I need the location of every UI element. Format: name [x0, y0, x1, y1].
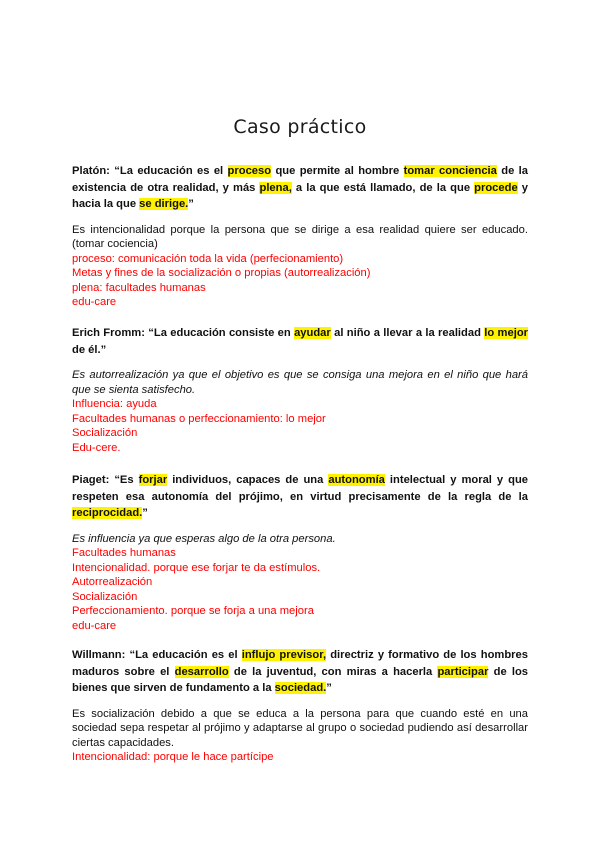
highlight: desarrollo: [174, 665, 229, 678]
explanation-text: Es influencia ya que esperas algo de la otra persona.: [72, 532, 336, 545]
quote-author: Platón:: [72, 165, 110, 177]
note-item: Socialización: [72, 427, 138, 440]
note-item: proceso: comunicación toda la vida (perfecionamiento): [72, 252, 344, 265]
quote-willmann: Willmann: “La educación es el influjo previsor, directriz y formativo de los hombres maduros sobre el desarrollo de la juventud, con miras a hacerla participar de los bienes que sirven de fundamento a la sociedad.”: [72, 649, 529, 694]
note-item: Edu-cere.: [72, 441, 121, 454]
note-item: Perfeccionamiento. porque se forja a una mejora: [72, 605, 314, 618]
note-item: Intencionalidad: porque le hace partícipe: [72, 751, 274, 764]
note-item: Facultades humanas o perfeccionamiento: lo mejor: [72, 412, 326, 425]
highlight: procede: [474, 181, 518, 194]
highlight: proceso: [227, 165, 272, 177]
section-fromm: [72, 325, 528, 456]
highlight: lo mejor: [484, 327, 529, 339]
section-platon: [72, 163, 528, 310]
note-item: Intencionalidad. porque ese forjar te da estímulos.: [72, 561, 321, 574]
quote-author: Piaget:: [72, 474, 110, 486]
note-item: Metas y fines de la socialización o propias (autorrealización): [72, 267, 371, 280]
highlight: plena,: [259, 181, 292, 194]
highlight: influjo previsor,: [241, 649, 327, 661]
note-item: Socialización: [72, 590, 138, 603]
explanation-text: Es autorrealización ya que el objetivo es que se consiga una mejora en el niño que hará que se sienta satisfecho.: [72, 369, 528, 396]
explanation-text: Es intencionalidad porque la persona que se dirige a esa realidad quiere ser educado. (tomar cociencia): [72, 223, 528, 251]
highlight: participar: [437, 665, 489, 678]
note-item: Autorrealización: [72, 576, 153, 589]
highlight: ayudar: [294, 327, 331, 339]
note-item: plena: facultades humanas: [72, 281, 206, 294]
quote-author: Willmann:: [72, 649, 126, 661]
explanation-text: Es socialización debido a que se educa a la persona para que cuando esté en una sociedad sepa respetar al prójimo y adaptarse al grupo o sociedad pudiendo así desarrollar ciertas capacidades.: [72, 707, 528, 749]
note-item: Facultades humanas: [72, 547, 176, 560]
highlight: sociedad.: [274, 682, 327, 694]
quote-piaget: Piaget: “Es forjar individuos, capaces de una autonomía intelectual y moral y que respeten esa autonomía del prójimo, en virtud precisamente de la regla de la reciprocidad.”: [72, 474, 529, 519]
highlight: se dirige.: [139, 198, 189, 210]
quote-platon: Platón: “La educación es el proceso que permite al hombre tomar conciencia de la existencia de otra realidad, y más plena, a la que está llamado, de la que procede y hacia la que se dirige.”: [72, 165, 529, 210]
page-title: Caso práctico: [233, 116, 367, 138]
quote-author: Erich Fromm:: [72, 327, 145, 339]
highlight: forjar: [138, 474, 168, 486]
section-willmann: [72, 647, 528, 765]
note-item: edu-care: [72, 296, 117, 309]
note-item: Influencia: ayuda: [72, 398, 157, 411]
note-item: edu-care: [72, 620, 117, 633]
section-piaget: [72, 472, 528, 634]
highlight: autonomía: [328, 474, 385, 486]
highlight: reciprocidad.: [72, 507, 143, 519]
highlight: tomar conciencia: [403, 165, 497, 177]
quote-fromm: Erich Fromm: “La educación consiste en ayudar al niño a llevar a la realidad lo mejor de él.”: [72, 327, 529, 356]
